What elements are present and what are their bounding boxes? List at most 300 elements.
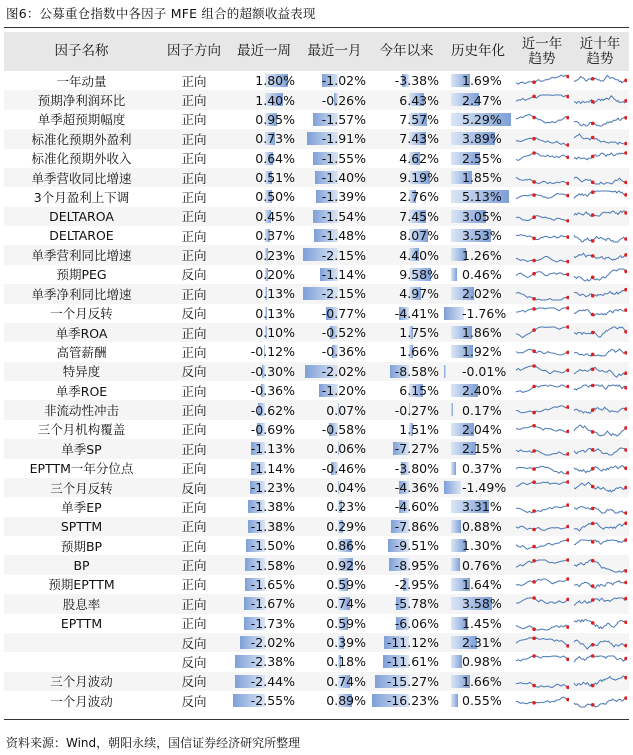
cell-month — [299, 672, 370, 691]
sparkline-marker — [591, 136, 595, 140]
cell-trend-1y — [513, 342, 571, 361]
cell-trend-1y — [513, 226, 571, 245]
week-value: 0.13% — [255, 305, 295, 321]
sparkline-1y — [515, 151, 569, 167]
cell-ytd — [370, 536, 443, 555]
week-value: -2.55% — [250, 693, 295, 709]
sparkline-marker — [591, 239, 595, 243]
cell-hist — [443, 284, 513, 303]
sparkline-1y — [515, 519, 569, 535]
cell-direction: 正向 — [159, 400, 229, 419]
month-value: -1.54% — [321, 208, 366, 224]
header-month: 最近一月 — [299, 32, 370, 71]
sparkline-marker — [566, 558, 569, 562]
week-value: -0.36% — [250, 383, 295, 399]
cell-hist — [443, 633, 513, 652]
sparkline-marker — [566, 538, 569, 542]
week-value: -1.65% — [250, 576, 295, 592]
cell-ytd — [370, 207, 443, 226]
cell-factor-name: 股息率 — [4, 594, 159, 613]
sparkline-path — [574, 95, 626, 103]
month-value: -1.48% — [321, 228, 366, 244]
hist-value: 5.13% — [462, 189, 502, 205]
cell-week — [229, 575, 299, 594]
table-row — [4, 226, 629, 245]
sparkline-path — [516, 177, 568, 184]
sparkline-marker — [532, 480, 536, 484]
cell-hist — [443, 226, 513, 245]
sparkline-marker — [591, 467, 595, 471]
hist-value: 1.64% — [462, 576, 502, 592]
table-row — [4, 439, 629, 458]
cell-direction: 正向 — [181, 228, 207, 244]
cell-ytd — [370, 478, 443, 497]
sparkline-marker — [591, 99, 595, 103]
ytd-value: 4.97% — [399, 286, 439, 302]
sparkline-1y — [515, 286, 569, 302]
sparkline-path — [516, 540, 568, 549]
sparkline-marker — [591, 584, 595, 588]
cell-month — [299, 555, 370, 574]
sparkline-marker — [566, 273, 569, 277]
table-row — [4, 265, 629, 284]
sparkline-marker — [532, 467, 536, 471]
sparkline-marker — [624, 151, 627, 155]
week-value: -2.38% — [250, 654, 295, 670]
cell-factor-name: 预期PEG — [56, 267, 107, 283]
cell-factor-name: 单季ROE — [55, 383, 108, 399]
month-value: -1.14% — [321, 266, 366, 282]
table-row — [4, 207, 629, 226]
sparkline-marker — [591, 485, 595, 489]
cell-factor-name: 单季超预期幅度 — [37, 112, 126, 128]
cell-ytd — [370, 555, 443, 574]
cell-factor-name — [4, 633, 159, 652]
cell-week — [229, 459, 299, 478]
sparkline-marker — [532, 297, 536, 301]
sparkline-10y — [573, 364, 627, 380]
table-row — [4, 459, 629, 478]
sparkline-path — [574, 309, 626, 316]
table-row — [4, 575, 629, 594]
sparkline-marker — [624, 237, 627, 241]
cell-week — [229, 672, 299, 691]
cell-ytd — [370, 575, 443, 594]
cell-trend-1y — [513, 497, 571, 516]
sparkline-marker — [591, 448, 595, 452]
hist-value: 1.85% — [462, 170, 502, 186]
sparkline-path — [574, 425, 626, 436]
ytd-value: -3.38% — [394, 73, 439, 89]
cell-month — [299, 400, 370, 419]
sparkline-marker — [591, 655, 595, 659]
cell-direction: 正向 — [181, 189, 207, 205]
hist-value: 3.58% — [462, 596, 502, 612]
cell-factor-name: 预期净利润环比 — [4, 90, 159, 109]
sparkline-marker — [566, 259, 569, 263]
sparkline-marker — [591, 213, 595, 217]
cell-week — [229, 129, 299, 148]
sparkline-marker — [566, 194, 569, 198]
sparkline-1y — [515, 441, 569, 457]
table-row — [4, 187, 629, 206]
sparkline-marker — [566, 453, 569, 457]
month-value: 0.59% — [326, 615, 366, 631]
cell-direction: 正向 — [159, 439, 229, 458]
week-value: -2.44% — [250, 673, 295, 689]
week-value: 0.20% — [255, 266, 295, 282]
table-row — [4, 110, 629, 129]
table-row — [4, 362, 629, 381]
sparkline-path — [574, 465, 626, 472]
cell-trend-1y — [513, 187, 571, 206]
month-value: -2.15% — [321, 286, 366, 302]
cell-trend-10y — [571, 265, 629, 284]
cell-factor-name: 单季营利同比增速 — [4, 245, 159, 264]
cell-direction: 反向 — [181, 654, 207, 670]
cell-ytd — [370, 614, 443, 633]
month-value: -0.58% — [321, 421, 366, 437]
hist-value: 0.76% — [462, 557, 502, 573]
cell-month — [299, 245, 370, 264]
sparkline-path — [516, 327, 568, 338]
ytd-value: -2.95% — [394, 576, 439, 592]
sparkline-marker — [532, 580, 536, 584]
sparkline-marker — [566, 368, 569, 372]
cell-direction: 正向 — [159, 284, 229, 303]
cell-trend-1y — [513, 439, 571, 458]
hist-value: 5.29% — [462, 111, 502, 127]
sparkline-path — [516, 75, 568, 84]
table-row — [4, 536, 629, 555]
sparkline-marker — [532, 410, 536, 414]
cell-ytd — [370, 400, 443, 419]
month-value: 0.39% — [326, 635, 366, 651]
week-value: -1.73% — [250, 615, 295, 631]
cell-trend-10y — [571, 245, 629, 264]
sparkline-10y — [573, 616, 627, 632]
hist-value: 1.92% — [462, 344, 502, 360]
sparkline-marker — [624, 181, 627, 185]
sparkline-path — [516, 350, 568, 356]
cell-hist — [443, 478, 513, 497]
month-value: 0.23% — [326, 499, 366, 515]
sparkline-10y — [573, 267, 627, 283]
month-value: -1.02% — [321, 73, 366, 89]
hist-value: 1.86% — [462, 325, 502, 341]
cell-trend-10y — [571, 323, 629, 342]
header-trend-10y: 近十年趋势 — [571, 32, 629, 71]
sparkline-path — [516, 405, 568, 412]
sparkline-marker — [591, 540, 595, 544]
cell-direction: 正向 — [159, 594, 229, 613]
cell-ytd — [370, 497, 443, 516]
cell-week — [229, 633, 299, 652]
month-value: -1.57% — [321, 111, 366, 127]
cell-ytd — [370, 168, 443, 187]
ytd-value: -4.36% — [394, 480, 439, 496]
sparkline-marker — [532, 180, 536, 184]
header-direction: 因子方向 — [159, 32, 229, 71]
sparkline-1y — [515, 558, 569, 574]
cell-week — [229, 420, 299, 439]
sparkline-marker — [532, 449, 536, 453]
cell-trend-10y — [571, 439, 629, 458]
table-body — [4, 71, 629, 710]
cell-ytd — [370, 90, 443, 109]
cell-hist — [443, 420, 513, 439]
sparkline-marker — [566, 351, 569, 355]
cell-ytd — [370, 265, 443, 284]
week-value: -0.62% — [250, 402, 295, 418]
top-rule — [4, 27, 629, 28]
cell-week — [229, 284, 299, 303]
sparkline-path — [516, 366, 568, 374]
sparkline-marker — [566, 144, 569, 148]
table-row — [4, 400, 629, 419]
sparkline-path — [574, 507, 626, 514]
cell-hist — [443, 497, 513, 516]
cell-factor-name: 单季ROA — [4, 323, 159, 342]
sparkline-path — [516, 235, 568, 240]
cell-trend-1y — [513, 536, 571, 555]
sparkline-marker — [566, 385, 569, 389]
sparkline-marker — [591, 331, 595, 335]
cell-trend-10y — [571, 459, 629, 478]
sparkline-marker — [591, 191, 595, 195]
sparkline-10y — [573, 403, 627, 419]
cell-hist — [443, 672, 513, 691]
sparkline-marker — [624, 407, 627, 411]
sparkline-marker — [532, 194, 536, 198]
sparkline-path — [516, 526, 568, 530]
sparkline-path — [574, 290, 626, 298]
month-value: -0.77% — [321, 305, 366, 321]
hist-value: 0.55% — [462, 693, 502, 709]
sparkline-path — [516, 114, 568, 123]
cell-ytd — [370, 652, 443, 671]
cell-direction: 反向 — [159, 478, 229, 497]
hist-value: 3.53% — [462, 228, 502, 244]
cell-trend-10y — [571, 168, 629, 187]
cell-ytd — [370, 381, 443, 400]
cell-week — [229, 168, 299, 187]
sparkline-10y — [573, 422, 627, 438]
sparkline-path — [516, 466, 568, 474]
cell-trend-1y — [513, 129, 571, 148]
cell-week — [229, 304, 299, 323]
cell-trend-1y — [513, 517, 571, 536]
table-row — [4, 342, 629, 361]
cell-hist — [443, 652, 513, 671]
week-value: -1.13% — [250, 441, 295, 457]
week-value: 0.51% — [255, 170, 295, 186]
sparkline-marker — [566, 182, 569, 186]
cell-week — [229, 478, 299, 497]
cell-month — [299, 187, 370, 206]
sparkline-path — [516, 579, 568, 585]
sparkline-path — [574, 482, 626, 492]
sparkline-path — [574, 640, 626, 649]
cell-hist — [443, 555, 513, 574]
sparkline-1y — [515, 635, 569, 651]
month-value: -1.91% — [321, 131, 366, 147]
sparkline-marker — [532, 364, 536, 368]
sparkline-marker — [532, 272, 536, 276]
cell-ytd — [370, 110, 443, 129]
sparkline-marker — [591, 599, 595, 603]
bottom-rule — [4, 719, 629, 720]
cell-trend-10y — [571, 381, 629, 400]
cell-trend-10y — [571, 149, 629, 168]
sparkline-path — [574, 327, 626, 337]
ytd-value: -15.27% — [386, 673, 439, 689]
sparkline-marker — [591, 312, 595, 316]
cell-trend-10y — [571, 575, 629, 594]
month-value: -0.36% — [321, 344, 366, 360]
cell-week — [229, 691, 299, 710]
cell-factor-name: EPTTM一年分位点 — [29, 461, 134, 477]
table-row — [4, 90, 629, 109]
week-value: 0.50% — [255, 189, 295, 205]
sparkline-marker — [566, 480, 569, 484]
sparkline-10y — [573, 538, 627, 554]
sparkline-marker — [532, 151, 536, 155]
cell-ytd — [370, 304, 443, 323]
cell-trend-1y — [513, 691, 571, 710]
sparkline-1y — [515, 616, 569, 632]
sparkline-marker — [566, 306, 569, 310]
month-value: 0.04% — [326, 480, 366, 496]
sparkline-1y — [515, 596, 569, 612]
hist-value: 3.31% — [462, 499, 502, 515]
sparkline-path — [574, 540, 626, 545]
hist-value: 2.55% — [462, 150, 502, 166]
sparkline-path — [574, 581, 626, 588]
sparkline-marker — [566, 155, 569, 159]
sparkline-marker — [591, 154, 595, 158]
ytd-value: -11.61% — [386, 654, 439, 670]
sparkline-1y — [515, 654, 569, 670]
ytd-value: 7.43% — [399, 131, 439, 147]
cell-ytd — [370, 149, 443, 168]
ytd-value: -11.12% — [386, 635, 439, 651]
week-value: 0.45% — [255, 208, 295, 224]
sparkline-path — [574, 656, 626, 662]
sparkline-marker — [532, 81, 536, 85]
cell-factor-name: 标准化预期外收入 — [31, 151, 132, 167]
sparkline-1y — [515, 131, 569, 147]
cell-trend-10y — [571, 672, 629, 691]
sparkline-marker — [532, 237, 536, 241]
sparkline-marker — [532, 597, 536, 601]
sparkline-path — [574, 235, 626, 242]
header-week: 最近一周 — [229, 32, 299, 71]
month-value: -0.46% — [321, 460, 366, 476]
hist-value: 1.69% — [462, 73, 502, 89]
sparkline-marker — [624, 512, 627, 516]
cell-month — [299, 381, 370, 400]
cell-factor-name: 一个月波动 — [50, 693, 113, 709]
cell-direction: 正向 — [159, 90, 229, 109]
cell-month — [299, 304, 370, 323]
sparkline-path — [516, 598, 568, 604]
ytd-value: -0.27% — [394, 402, 439, 418]
sparkline-path — [516, 638, 568, 646]
sparkline-marker — [532, 328, 536, 332]
sparkline-path — [574, 619, 626, 628]
sparkline-marker — [532, 655, 536, 659]
cell-hist — [443, 400, 513, 419]
sparkline-marker — [532, 545, 536, 549]
sparkline-marker — [532, 528, 536, 532]
cell-direction: 正向 — [159, 555, 229, 574]
cell-hist — [443, 323, 513, 342]
cell-hist — [443, 149, 513, 168]
sparkline-path — [516, 625, 568, 630]
cell-week — [229, 594, 299, 613]
cell-hist — [443, 129, 513, 148]
cell-ytd — [370, 71, 443, 90]
cell-trend-10y — [571, 555, 629, 574]
sparkline-10y — [573, 325, 627, 341]
header-ytd: 今年以来 — [370, 32, 443, 71]
week-value: -1.14% — [250, 460, 295, 476]
week-value: 0.37% — [255, 228, 295, 244]
sparkline-10y — [573, 461, 627, 477]
hist-value: 2.31% — [462, 635, 502, 651]
sparkline-marker — [591, 521, 595, 525]
cell-week — [229, 207, 299, 226]
sparkline-10y — [573, 228, 627, 244]
month-value: 0.86% — [326, 538, 366, 554]
sparkline-path — [516, 308, 568, 312]
sparkline-path — [574, 676, 626, 686]
sparkline-1y — [515, 112, 569, 128]
sparkline-1y — [515, 93, 569, 109]
cell-month — [299, 226, 370, 245]
cell-month — [299, 323, 370, 342]
sparkline-path — [574, 350, 626, 357]
sparkline-1y — [515, 480, 569, 496]
sparkline-1y — [515, 499, 569, 515]
cell-hist — [443, 459, 513, 478]
ytd-value: 4.62% — [399, 150, 439, 166]
cell-week — [229, 110, 299, 129]
sparkline-1y — [515, 538, 569, 554]
cell-week — [229, 149, 299, 168]
cell-month — [299, 633, 370, 652]
sparkline-10y — [573, 635, 627, 651]
sparkline-marker — [591, 77, 595, 81]
cell-hist — [443, 110, 513, 129]
hist-value: 2.47% — [462, 92, 502, 108]
cell-month — [299, 652, 370, 671]
ytd-value: -4.60% — [394, 499, 439, 515]
sparkline-10y — [573, 441, 627, 457]
ytd-value: 9.19% — [399, 170, 439, 186]
sparkline-1y — [515, 403, 569, 419]
sparkline-10y — [573, 209, 627, 225]
sparkline-10y — [573, 306, 627, 322]
month-value: 0.06% — [326, 441, 366, 457]
sparkline-10y — [573, 151, 627, 167]
cell-hist — [443, 187, 513, 206]
table-row — [4, 420, 629, 439]
sparkline-marker — [566, 471, 569, 475]
hist-value: 2.15% — [462, 441, 502, 457]
cell-ytd — [370, 633, 443, 652]
